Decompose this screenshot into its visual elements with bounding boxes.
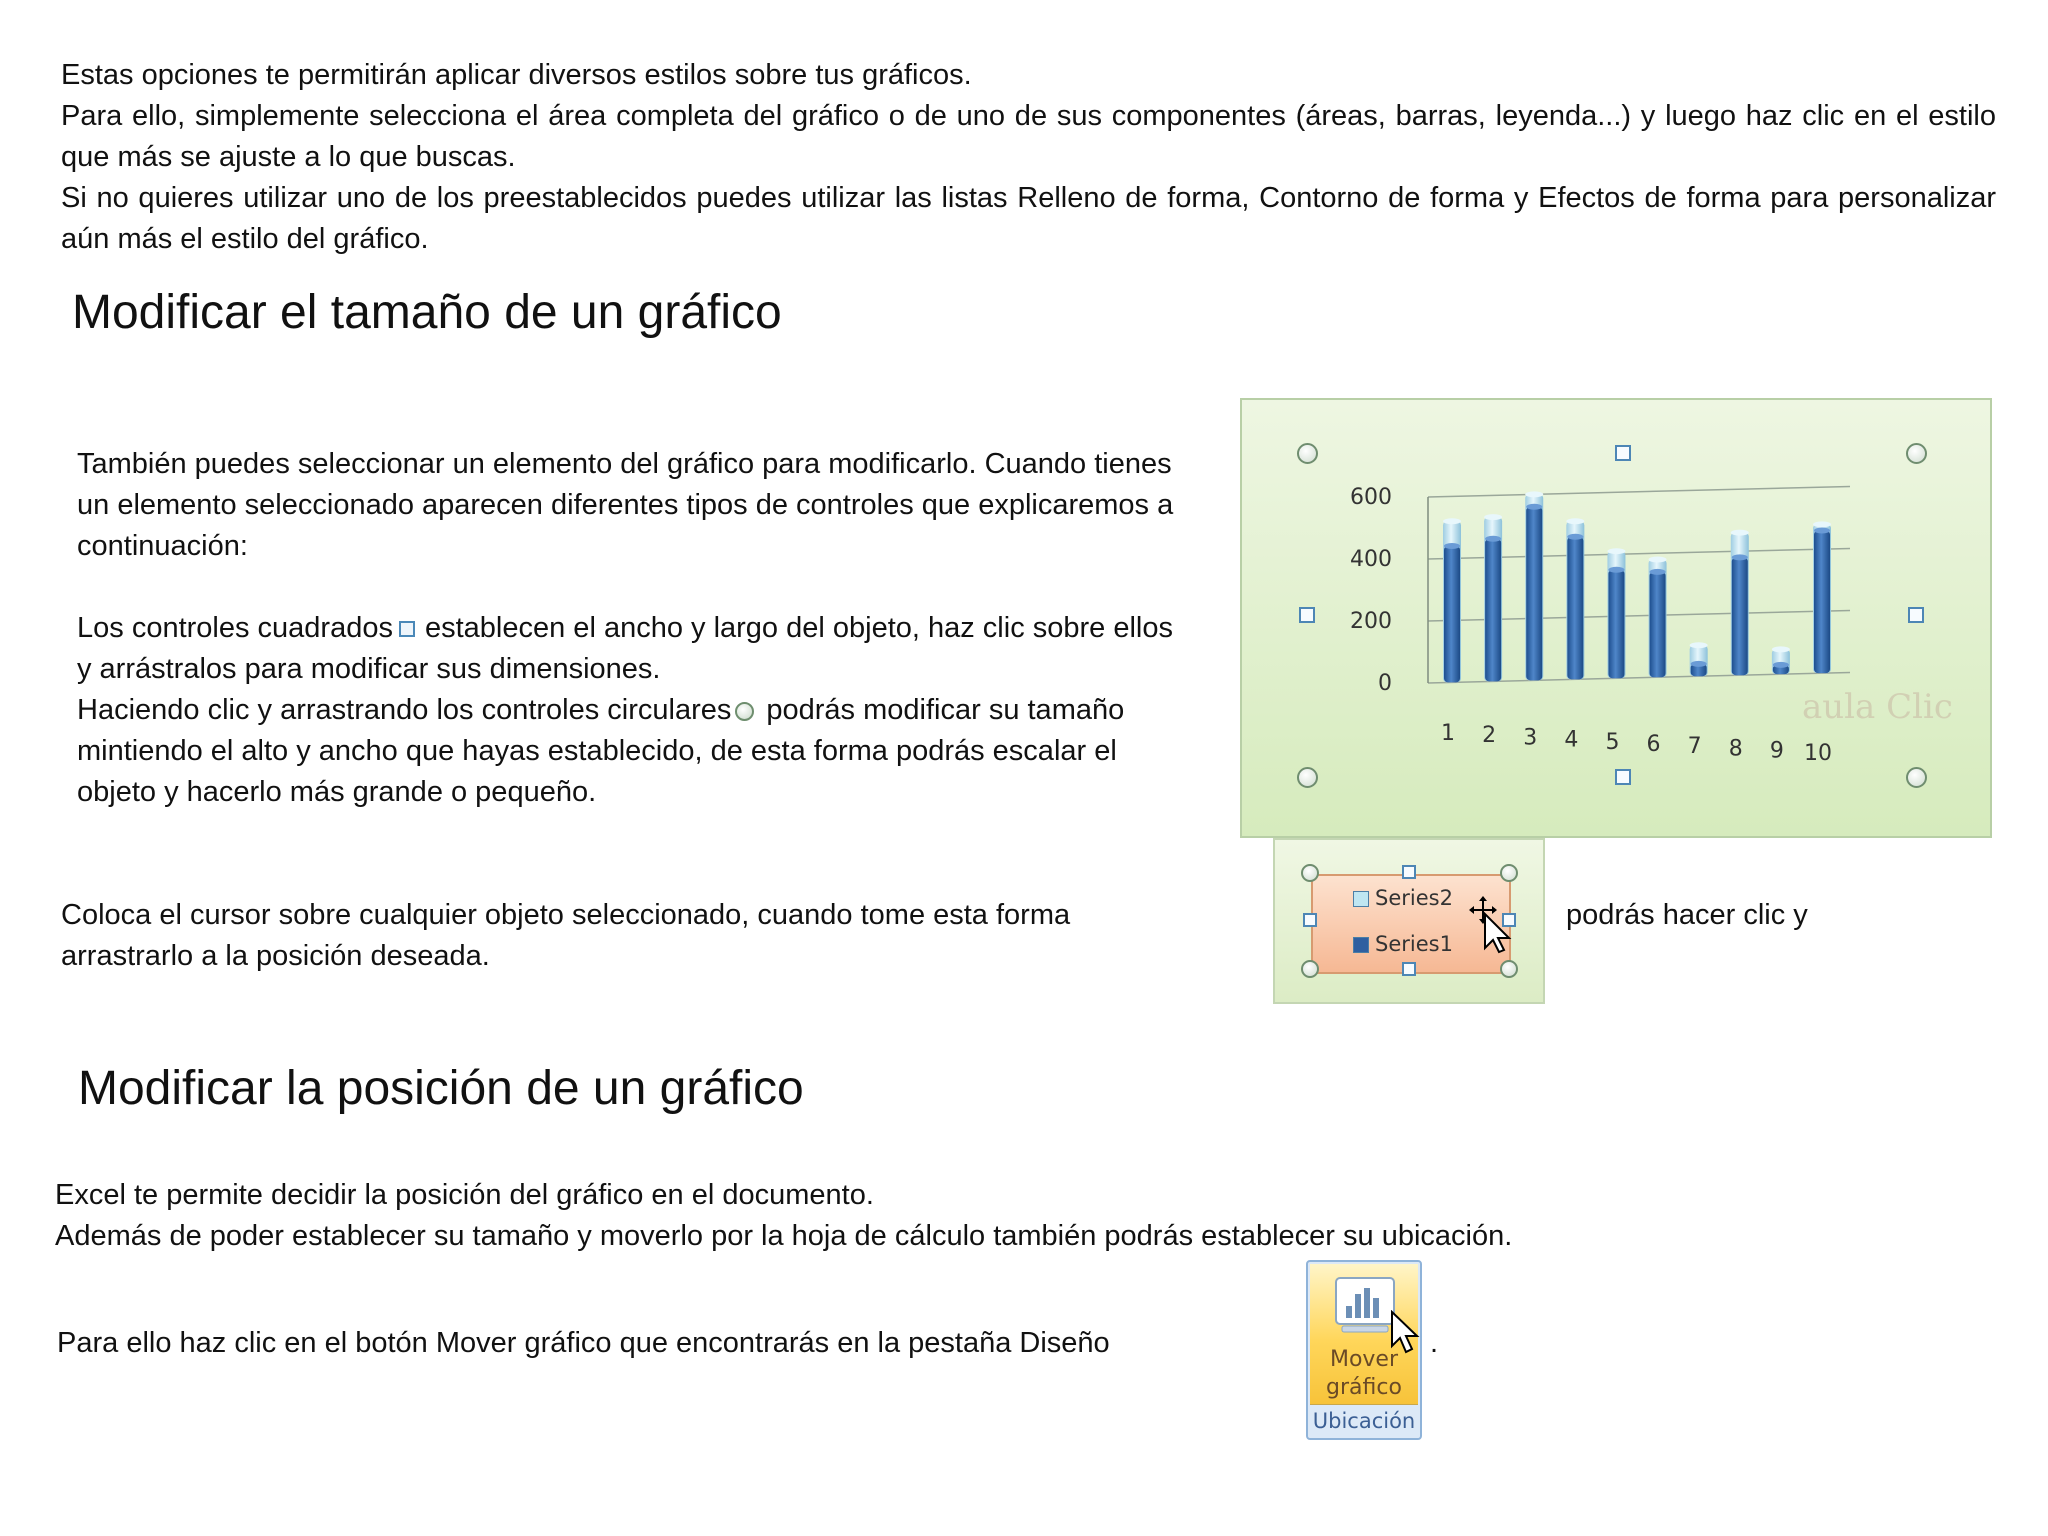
- mover-grafico-button[interactable]: [1306, 1260, 1422, 1440]
- side-handle-bottom[interactable]: [1615, 769, 1631, 785]
- legend-label-series2: Series2: [1375, 886, 1453, 910]
- intro-text: [61, 55, 1996, 260]
- legend-item-series1: [1353, 932, 1453, 956]
- heading-modify-size: Modificar el tamaño de un gráfico: [72, 286, 782, 339]
- series1-bar-top: [1526, 504, 1542, 510]
- series1-bar: [1608, 570, 1624, 679]
- series2-bar-top: [1607, 548, 1625, 554]
- series2-bar-top: [1443, 518, 1461, 524]
- size-paragraph-2: Los controles cuadrados establecen el ancho y largo del objeto, haz clic sobre ellos y arrástralos para modificar sus dimensiones. Haciendo clic y arrastrando los controles circulares podrás modificar su tamaño mintiendo el alto y ancho que hayas establecido, de esta forma podrás escalar el objeto y hacerlo más grande o pequeño.: [77, 612, 1173, 808]
- corner-handle-bottom-left[interactable]: [1297, 767, 1318, 788]
- series2-bar-top: [1525, 491, 1543, 497]
- intro-line-3: Si no quieres utilizar uno de los preestablecidos puedes utilizar las listas Relleno de forma, Contorno de forma y Efectos de forma para personalizar aún más el estilo del gráfico.: [61, 182, 1996, 255]
- legend-handle-top-left[interactable]: [1301, 864, 1319, 882]
- legend-label-series1: Series1: [1375, 932, 1453, 956]
- position-line-3: Para ello haz clic en el botón Mover gráfico que encontrarás en la pestaña Diseño: [57, 1327, 1110, 1359]
- series1-bar-top: [1691, 661, 1707, 667]
- series2-bar-top: [1772, 646, 1790, 652]
- chart-sample[interactable]: [1240, 398, 1992, 838]
- side-handle-left[interactable]: [1299, 607, 1315, 623]
- legend-handle-left[interactable]: [1303, 913, 1317, 927]
- series1-bar: [1814, 531, 1830, 674]
- series1-bar-top: [1814, 528, 1830, 534]
- intro-line-1: Estas opciones te permitirán aplicar diversos estilos sobre tus gráficos.: [61, 59, 972, 91]
- legend-sample[interactable]: [1273, 838, 1545, 1004]
- series2-bar-top: [1731, 530, 1749, 536]
- circle-handle-icon: [735, 702, 754, 721]
- mover-button-label: Mover gráfico: [1326, 1347, 1402, 1400]
- side-handle-right[interactable]: [1908, 607, 1924, 623]
- position-paragraph: [55, 1175, 1955, 1257]
- y-tick-label: 0: [1378, 671, 1392, 696]
- x-tick-label: 4: [1564, 727, 1579, 753]
- y-tick-label: 600: [1350, 485, 1392, 510]
- position-line-2: Además de poder establecer su tamaño y moverlo por la hoja de cálculo también podrás establecer su ubicación.: [55, 1220, 1513, 1252]
- series2-swatch: [1353, 891, 1369, 907]
- gridline: [1428, 486, 1850, 497]
- series1-bar: [1526, 507, 1542, 681]
- corner-handle-top-left[interactable]: [1297, 443, 1318, 464]
- series2-bar-top: [1649, 556, 1667, 562]
- heading-modify-position: Modificar la posición de un gráfico: [78, 1062, 804, 1115]
- series1-bar-top: [1485, 536, 1501, 542]
- series2-bar-top: [1484, 514, 1502, 520]
- series1-bar: [1650, 572, 1666, 677]
- x-tick-label: 1: [1441, 721, 1455, 746]
- series1-bar-top: [1444, 543, 1460, 549]
- series1-bar: [1485, 539, 1501, 682]
- legend-item-series2: [1353, 886, 1453, 910]
- move-text-left: Coloca el cursor sobre cualquier objeto seleccionado, cuando tome esta forma: [61, 899, 1071, 931]
- move-text-line2: arrastrarlo a la posición deseada.: [61, 940, 490, 972]
- series1-bar-top: [1650, 569, 1666, 575]
- watermark-logo: aula Clic: [1802, 687, 1953, 727]
- x-tick-label: 10: [1804, 740, 1832, 766]
- square-handle-icon: [399, 621, 415, 637]
- side-handle-top[interactable]: [1615, 445, 1631, 461]
- corner-handle-top-right[interactable]: [1906, 443, 1927, 464]
- x-tick-label: 9: [1769, 738, 1784, 764]
- x-tick-label: 3: [1523, 725, 1538, 751]
- legend-handle-bottom[interactable]: [1402, 962, 1416, 976]
- move-text-right: podrás hacer clic y: [1566, 899, 1808, 931]
- legend-handle-top-right[interactable]: [1500, 864, 1518, 882]
- intro-line-2: Para ello, simplemente selecciona el área completa del gráfico o de uno de sus componentes (áreas, barras, leyenda...) y luego haz clic en el estilo que más se ajuste a lo que buscas.: [61, 100, 1996, 173]
- x-tick-label: 7: [1687, 734, 1702, 760]
- series1-bar-top: [1608, 567, 1624, 573]
- series1-bar: [1567, 537, 1583, 680]
- series2-bar-top: [1566, 518, 1584, 524]
- mover-button-face[interactable]: [1310, 1264, 1418, 1405]
- x-tick-label: 5: [1605, 729, 1620, 755]
- y-tick-label: 400: [1350, 547, 1392, 572]
- x-tick-label: 2: [1482, 723, 1497, 749]
- x-tick-label: 6: [1646, 732, 1661, 757]
- position-line-1: Excel te permite decidir la posición del gráfico en el documento.: [55, 1179, 874, 1211]
- pointer-cursor-icon: [1390, 1310, 1420, 1356]
- series1-bar-top: [1567, 534, 1583, 540]
- series2-bar-top: [1813, 521, 1831, 527]
- corner-handle-bottom-right[interactable]: [1906, 767, 1927, 788]
- legend-handle-top[interactable]: [1402, 865, 1416, 879]
- position-line-3-end: .: [1430, 1327, 1439, 1359]
- series1-bar-top: [1732, 554, 1748, 560]
- series1-bar: [1444, 546, 1460, 682]
- x-tick-label: 8: [1728, 736, 1743, 762]
- move-cursor-icon: [1463, 896, 1513, 956]
- series2-bar-top: [1690, 642, 1708, 648]
- legend-handle-bottom-right[interactable]: [1500, 960, 1518, 978]
- series1-swatch: [1353, 937, 1369, 953]
- series1-bar: [1732, 557, 1748, 675]
- series1-bar-top: [1773, 662, 1789, 668]
- legend-handle-bottom-left[interactable]: [1301, 960, 1319, 978]
- ubicacion-group-label: Ubicación: [1312, 1409, 1416, 1433]
- size-paragraph-1: También puedes seleccionar un elemento del gráfico para modificarlo. Cuando tienes un elemento seleccionado aparecen diferentes tipos de controles que explicaremos a continuación:: [77, 448, 1174, 562]
- y-tick-label: 200: [1350, 609, 1392, 634]
